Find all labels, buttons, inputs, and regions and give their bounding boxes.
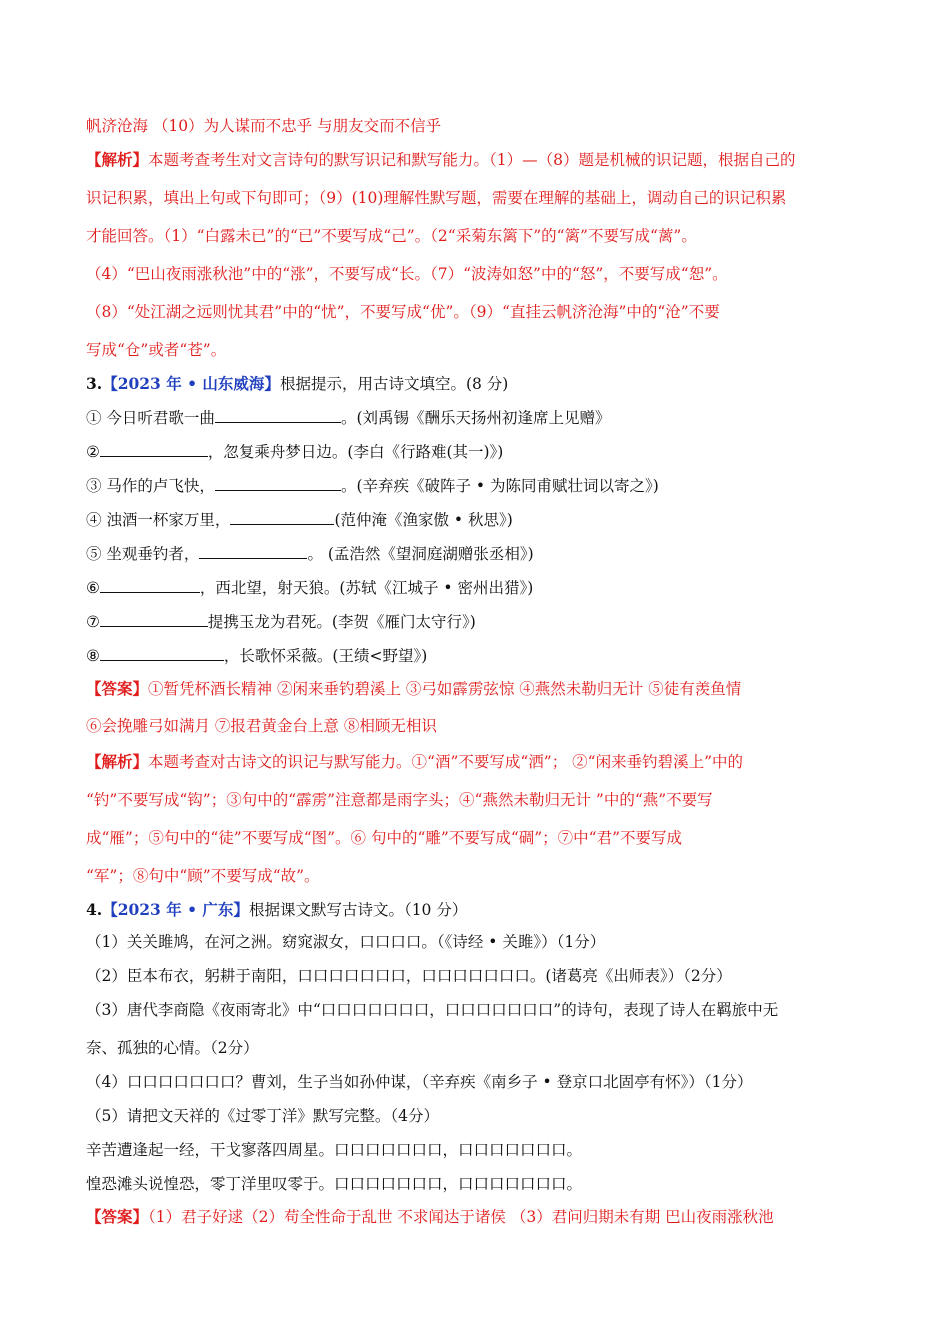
fill-blank[interactable] — [199, 544, 307, 559]
question-3-header: 3.【2023 年 • 山东威海】根据提示，用古诗文填空。(8 分) — [86, 374, 509, 393]
analysis-line: （4）“巴山夜雨涨秋池”中的“涨”，不要写成“长。（7）“波涛如怒”中的“怒”，不要写成“恕”。 — [86, 265, 728, 283]
analysis-line: 写成“仓”或者“苍”。 — [86, 341, 227, 359]
q4-poem-line: 惶恐滩头说惶恐，零丁洋里叹零于。口口口口口口口，口口口口口口口。 — [86, 1175, 583, 1193]
analysis-line: 识记积累，填出上句或下句即可；（9）(10)理解性默写题，需要在理解的基础上，调动自己的识记积累 — [86, 189, 787, 207]
fill-blank[interactable] — [230, 510, 334, 525]
q3-analysis: 成“雁”；⑤句中的“徒”不要写成“图”。⑥ 句中的“雕”不要写成“碉”；⑦中“君”不要写成 — [86, 829, 683, 847]
question-source: 【2023 年 • 广东】 — [102, 900, 249, 919]
fill-blank[interactable] — [100, 442, 208, 457]
question-4-header: 4.【2023 年 • 广东】根据课文默写古诗文。（10 分） — [86, 900, 468, 919]
answer-line-continued: 帆济沧海 （10）为人谋而不忠乎 与朋友交而不信乎 — [86, 117, 442, 135]
q3-analysis: “军”；⑧句中“顾”不要写成“故”。 — [86, 867, 320, 885]
q4-line: （1）关关雎鸠，在河之洲。窈窕淑女，口口口口。（《诗经 • 关雎》）（1分） — [86, 933, 606, 951]
q4-line: （3）唐代李商隐《夜雨寄北》中“口口口口口口口，口口口口口口口”的诗句，表现了诗人在羁旅中无 — [86, 1001, 779, 1019]
fill-blank[interactable] — [215, 408, 341, 423]
q3-answer: 【答案】①暂凭杯酒长精神 ②闲来垂钓碧溪上 ③弓如霹雳弦惊 ④燕然未勒归无计 ⑤徒有羡鱼情 — [86, 679, 742, 698]
question-source: 【2023 年 • 山东威海】 — [102, 374, 280, 393]
q3-item: ⑥ ，西北望，射天狼。(苏轼《江城子 • 密州出猎》) — [86, 579, 534, 597]
q3-item: ① 今日听君歌一曲 。(刘禹锡《酬乐天扬州初逢席上见赠》 — [86, 409, 611, 427]
q4-poem-line: 辛苦遭逢起一经，干戈寥落四周星。口口口口口口口，口口口口口口口。 — [86, 1141, 583, 1159]
analysis-line: 【解析】本题考查考生对文言诗句的默写识记和默写能力。（1）—（8）题是机械的识记题，根据自己的 — [86, 150, 796, 169]
q3-analysis: 【解析】本题考查对古诗文的识记与默写能力。①“酒”不要写成“洒”； ②“闲来垂钓碧溪上”中的 — [86, 752, 743, 771]
q4-line: （2）臣本布衣，躬耕于南阳，口口口口口口口，口口口口口口口。(诸葛亮《出师表》）（2分） — [86, 967, 732, 985]
analysis-line: （8）“处江湖之远则忧其君”中的“忧”，不要写成“优”。（9）“直挂云帆济沧海”中的“沧”不要 — [86, 303, 720, 321]
analysis-line: 才能回答。（1）“白露未已”的“已”不要写成“己”。（2“采菊东篱下”的“篱”不要写成“蓠”。 — [86, 227, 697, 245]
q3-answer: ⑥会挽雕弓如满月 ⑦报君黄金台上意 ⑧相顾无相识 — [86, 717, 437, 735]
fill-blank[interactable] — [215, 476, 341, 491]
q3-item: ② ，忽复乘舟梦日边。(李白《行路难(其一)》) — [86, 443, 504, 461]
fill-blank[interactable] — [100, 612, 208, 627]
q3-analysis: “钓”不要写成“钩”；③句中的“霹雳”注意都是雨字头；④“燕然未勒归无计 ”中的“燕”不要写 — [86, 791, 713, 809]
q4-line: 奈、孤独的心情。（2分） — [86, 1039, 259, 1057]
fill-blank[interactable] — [100, 646, 224, 661]
q3-item: ⑦ 提携玉龙为君死。(李贺《雁门太守行》) — [86, 613, 476, 631]
q3-item: ⑧ ，长歌怀采薇。(王绩<野望》) — [86, 647, 428, 665]
q3-item: ⑤ 坐观垂钓者， 。 (孟浩然《望洞庭湖赠张丞相》) — [86, 545, 534, 563]
fill-blank[interactable] — [100, 578, 200, 593]
q4-line: （5）请把文天祥的《过零丁洋》默写完整。（4分） — [86, 1107, 439, 1125]
q3-item: ③ 马作的卢飞快， 。(辛弃疾《破阵子 • 为陈同甫赋壮词以寄之》) — [86, 477, 659, 495]
q4-answer: 【答案】（1）君子好逑（2）苟全性命于乱世 不求闻达于诸侯 （3）君问归期未有期 巴山夜雨涨秋池 — [86, 1207, 774, 1226]
q3-item: ④ 浊酒一杯家万里， (范仲淹《渔家傲 • 秋思》) — [86, 511, 513, 529]
q4-line: （4）口口口口口口口？曹刘，生子当如孙仲谋，（辛弃疾《南乡子 • 登京口北固亭有怀》）（1分） — [86, 1073, 753, 1091]
